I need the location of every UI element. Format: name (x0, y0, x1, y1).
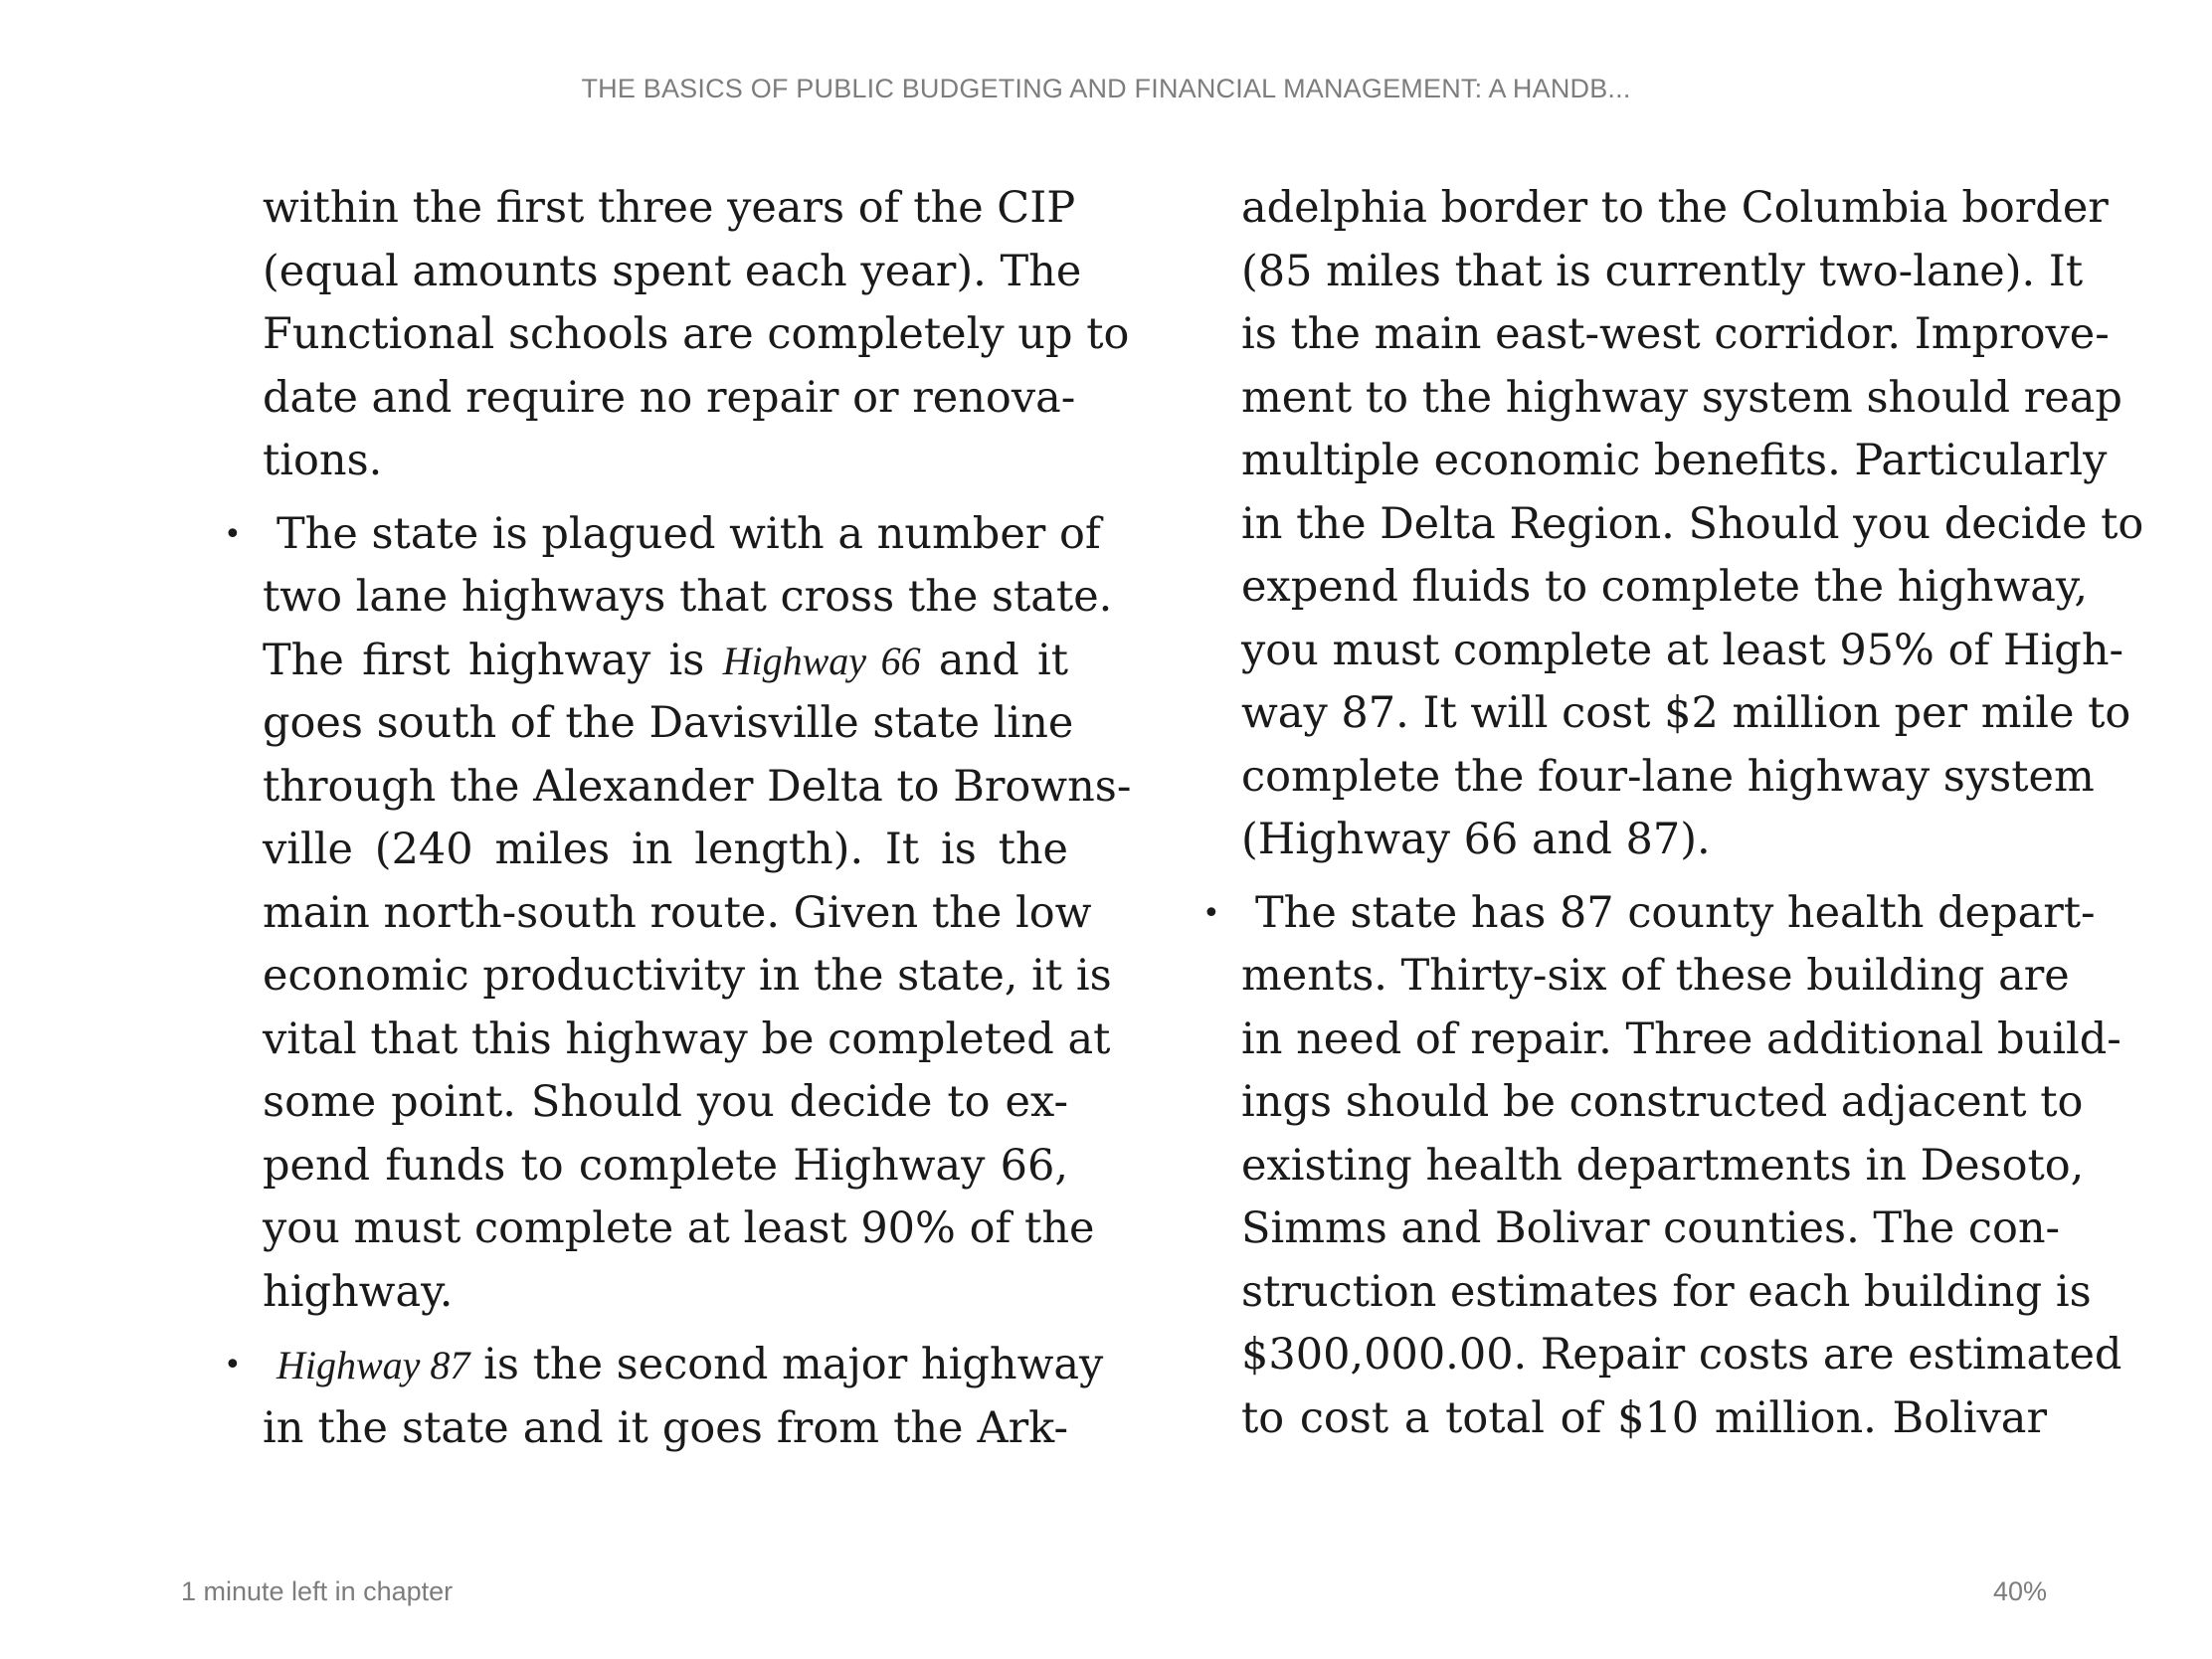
reading-progress-percent: 40% (1992, 1576, 2047, 1606)
text-line: ments. Thirty-six of these building are (1241, 951, 2070, 1001)
text-line: goes south of the Davisville state line (263, 698, 1074, 748)
text-line: way 87. It will cost $2 million per mile to (1241, 688, 2131, 738)
text-line: some point. Should you decide to ex- (263, 1077, 1068, 1127)
text-line: expend fluids to complete the highway, (1241, 562, 2089, 612)
text-line: in need of repair. Three additional build- (1241, 1014, 2121, 1064)
bullet-item-health-departments (1202, 882, 2122, 1451)
text-fragment: The first highway is (263, 635, 705, 685)
text-line: is the main east-west corridor. Improve- (1241, 309, 2110, 359)
text-line: highway. (263, 1266, 454, 1317)
text-line: vital that this highway be completed at (263, 1014, 1111, 1064)
text-fragment: and it (938, 635, 1069, 685)
text-line: ment to the highway system should reap (1241, 372, 2122, 423)
text-line: you must complete at least 90% of the (263, 1203, 1095, 1253)
text-line: struction estimates for each building is (1241, 1266, 2092, 1317)
left-text-column (224, 177, 1132, 1460)
text-line: (Highway 66 and 87). (1241, 815, 1711, 864)
text-fragment: is the second major highway (483, 1340, 1104, 1389)
text-line: existing health departments in Desoto, (1241, 1140, 2085, 1191)
paragraph (263, 177, 1130, 493)
bullet-marker: • (224, 1348, 242, 1382)
text-line: The state is plagued with a number of (276, 508, 1101, 559)
text-line: in the state and it goes from the Ark- (263, 1402, 1068, 1453)
paragraph (1241, 177, 2144, 872)
text-line: you must complete at least 95% of High- (1241, 625, 2124, 675)
text-line: complete the four-lane highway system (1241, 751, 2095, 802)
text-line: The state has 87 county health depart- (1255, 887, 2096, 938)
chapter-time-remaining: 1 minute left in chapter (181, 1576, 454, 1606)
text-line: pend funds to complete Highway 66, (263, 1140, 1068, 1191)
book-title-header: THE BASICS OF PUBLIC BUDGETING AND FINANCIAL MANAGEMENT: A HANDB... (581, 74, 1631, 103)
text-line: adelphia border to the Columbia border (1241, 183, 2109, 233)
highway-name-italic: Highway 66 (722, 638, 921, 683)
text-line: through the Alexander Delta to Browns- (263, 761, 1132, 812)
text-line: ings should be constructed adjacent to (1241, 1077, 2084, 1127)
text-line: date and require no repair or renova- (263, 372, 1076, 423)
bullet-item-highway-87 (224, 1334, 1104, 1460)
bullet-marker: • (1202, 895, 1220, 931)
text-line: multiple economic benefits. Particularly (1241, 436, 2108, 485)
text-line: within the first three years of the CIP (263, 183, 1076, 233)
text-line: ville (240 miles in length). It is the (263, 825, 1068, 874)
text-line: Functional schools are completely up to (263, 309, 1130, 359)
text-line (263, 630, 1068, 693)
text-line: (85 miles that is currently two-lane). It (1241, 246, 2084, 296)
bullet-marker: • (224, 516, 242, 552)
text-line: two lane highways that cross the state. (263, 572, 1113, 622)
bullet-item-highway-66 (224, 503, 1132, 1325)
text-line (263, 1334, 1104, 1397)
text-line: in the Delta Region. Should you decide to (1241, 498, 2144, 549)
text-line: main north-south route. Given the low (263, 887, 1092, 938)
text-line: $300,000.00. Repair costs are estimated (1241, 1330, 2122, 1380)
text-line: economic productivity in the state, it is (263, 951, 1112, 1001)
right-text-column (1202, 177, 2144, 1450)
text-line: tions. (263, 436, 383, 485)
text-line: (equal amounts spent each year). The (263, 246, 1082, 296)
text-line: Simms and Bolivar counties. The con- (1241, 1203, 2061, 1253)
highway-name-italic: Highway 87 (276, 1343, 470, 1387)
text-line: to cost a total of $10 million. Bolivar (1241, 1392, 2047, 1443)
